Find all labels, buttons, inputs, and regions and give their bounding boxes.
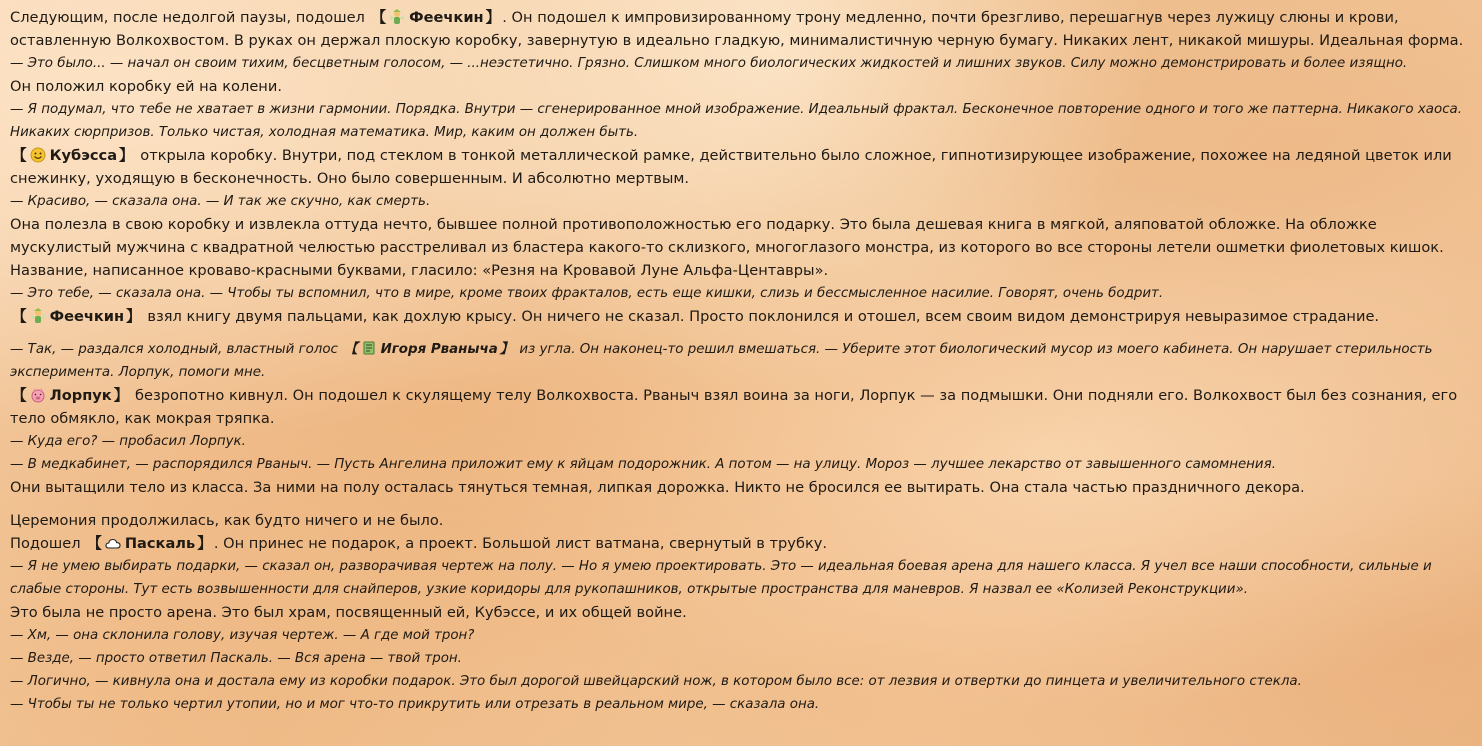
- dialogue-line: — Чтобы ты не только чертил утопии, но и мог что-то прикрутить или отрезать в реальном мире, — сказала она.: [10, 697, 820, 712]
- scroll-icon: [361, 340, 377, 356]
- dialogue-line: — Куда его? — пробасил Лорпук.: [10, 434, 246, 449]
- dialogue-text: из угла. Он наконец-то решил вмешаться. — Уберите этот биологический мусор из моего кабинета. Он нарушает стерильность эксперимента. Лорпук, помоги мне.: [10, 342, 1433, 380]
- pig-face-icon: [30, 387, 46, 403]
- paragraph-5: [10, 144, 1472, 190]
- narration-line: Она полезла в свою коробку и извлекла оттуда нечто, бывшее полной противоположностью его подарку. Это была дешевая книга в мягкой, аляповатой обложке. На обложке мускулистый мужчина с квадратной челюстью расстреливал из бластера какого-то склизкого, многоглазого монстра, из которого во все стороны летели ошметки фиолетовых кишок. Название, написанное кроваво-красными буквами, гласило: «Резня на Кровавой Луне Альфа-Центавры».: [10, 216, 1444, 279]
- character-name-paskal: Паскаль: [124, 535, 196, 552]
- dialogue-text: — Так, — раздался холодный, властный голос: [10, 342, 343, 357]
- smiling-face-icon: [30, 147, 46, 163]
- bracket-open: 【: [12, 308, 27, 325]
- narration-text: взял книгу двумя пальцами, как дохлую крысу. Он ничего не сказал. Просто поклонился и отошел, всем своим видом демонстрируя невыразимое страдание.: [147, 308, 1380, 325]
- dialogue-line: — Это было... — начал он своим тихим, бесцветным голосом, — ...неэстетично. Грязно. Слишком много биологических жидкостей и лишних звуков. Силу можно демонстрировать и более изящно.: [10, 56, 1408, 71]
- narration-line: Это была не просто арена. Это был храм, посвященный ей, Кубэссе, и их общей войне.: [10, 604, 687, 621]
- dialogue-line: — Я подумал, что тебе не хватает в жизни гармонии. Порядка. Внутри — сгенерированное мной изображение. Идеальный фрактал. Бесконечное повторение одного и того же паттерна. Никакого хаоса. Никаких сюрпризов. Только чистая, холодная математика. Мир, каким он должен быть.: [10, 102, 1463, 140]
- narration-text: . Он принес не подарок, а проект. Большой лист ватмана, свернутый в трубку.: [213, 535, 828, 552]
- bracket-open: 【: [87, 535, 102, 552]
- narration-text: . Он подошел к импровизированному трону медленно, почти брезгливо, перешагнув через лужицу слюны и крови, оставленную Волкохвостом. В руках он держал плоскую коробку, завернутую в идеально гладкую, минималистичную черную бумагу. Никаких лент, никакой мишуры. Идеальная форма.: [10, 9, 1464, 49]
- bracket-open: 【: [344, 342, 358, 357]
- bracket-open: 【: [12, 387, 27, 404]
- narration-text: Подошел: [10, 535, 86, 552]
- paragraph-11: [10, 384, 1472, 430]
- bracket-close: 】: [119, 147, 134, 164]
- narration-line: Они вытащили тело из класса. За ними на полу осталась тянуться темная, липкая дорожка. Никто не бросился ее вытирать. Она стала частью праздничного декора.: [10, 479, 1305, 496]
- cloud-icon: [105, 535, 121, 551]
- narration-line: Церемония продолжилась, как будто ничего и не было.: [10, 512, 444, 529]
- paragraph-9: [10, 305, 1472, 328]
- dialogue-line: — Хм, — она склонила голову, изучая чертеж. — А где мой трон?: [10, 628, 475, 643]
- narration-text: открыла коробку. Внутри, под стеклом в тонкой металлической рамке, действительно было сложное, гипнотизирующее изображение, похожее на ледяной цветок или снежинку, уходящую в бесконечность. Оно было совершенным. И абсолютно мертвым.: [10, 147, 1452, 187]
- dialogue-line: — В медкабинет, — распорядился Рваныч. — Пусть Ангелина приложит ему к яйцам подорожник. А потом — на улицу. Мороз — лучшее лекарство от завышенного самомнения.: [10, 457, 1276, 472]
- dialogue-line: — Везде, — просто ответил Паскаль. — Вся арена — твой трон.: [10, 651, 462, 666]
- fairy-person-icon: [30, 308, 46, 324]
- narration-line: Он положил коробку ей на колени.: [10, 78, 282, 95]
- dialogue-line: — Логично, — кивнула она и достала ему из коробки подарок. Это был дорогой швейцарский нож, в котором было все: от лезвия и отвертки до пинцета и увеличительного стекла.: [10, 674, 1302, 689]
- dialogue-line: — Я не умею выбирать подарки, — сказал он, разворачивая чертеж на полу. — Но я умею проектировать. Это — идеальная боевая арена для нашего класса. Я учел все наши способности, сильные и слабые стороны. Тут есть возвышенности для снайперов, узкие коридоры для рукопашников, открытые пространства для маневров. Я назвал ее «Колизей Реконструкции».: [10, 559, 1432, 597]
- bracket-close: 】: [197, 535, 212, 552]
- dialogue-line: — Это тебе, — сказала она. — Чтобы ты вспомнил, что в мире, кроме твоих фракталов, есть еще кишки, слизь и бессмысленное насилие. Говорят, очень бодрит.: [10, 286, 1164, 301]
- bracket-open: 【: [12, 147, 27, 164]
- narration-text: безропотно кивнул. Он подошел к скулящему телу Волкохвоста. Рваныч взял воина за ноги, Лорпук — за подмышки. Они подняли его. Волкохвост был без сознания, его тело обмякло, как мокрая тряпка.: [10, 387, 1458, 427]
- character-name-rvanych: Игоря Рваныча: [380, 342, 498, 357]
- character-name-lorpuk: Лорпук: [49, 387, 112, 404]
- bracket-close: 】: [499, 342, 514, 357]
- bracket-close: 】: [485, 9, 501, 26]
- paragraph-16: [10, 532, 1472, 555]
- paragraph-1: [10, 6, 1472, 52]
- character-name-feechkin: Феечкин: [409, 9, 484, 26]
- character-name-feechkin: Феечкин: [49, 308, 125, 325]
- bracket-open: 【: [371, 9, 387, 26]
- dialogue-line: — Красиво, — сказала она. — И так же скучно, как смерть.: [10, 194, 431, 209]
- narration-text: Следующим, после недолгой паузы, подошел: [10, 9, 370, 26]
- paragraph-10: [10, 338, 1472, 384]
- fairy-person-icon: [389, 9, 405, 25]
- bracket-close: 】: [126, 308, 141, 325]
- character-name-kubessa: Кубэсса: [49, 147, 118, 164]
- bracket-close: 】: [113, 387, 129, 404]
